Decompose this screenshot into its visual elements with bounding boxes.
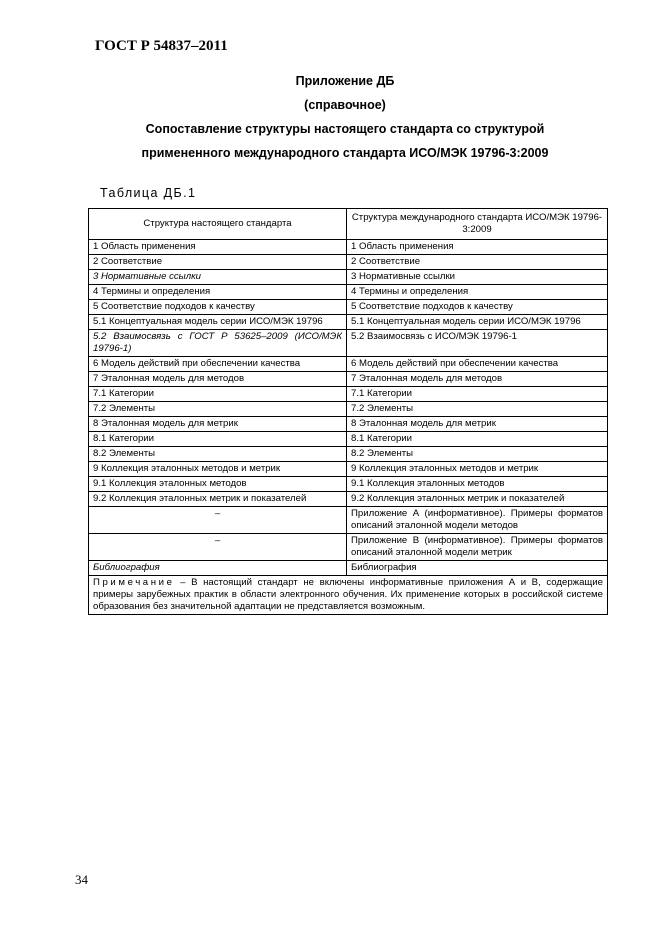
cell-international: 7 Эталонная модель для методов — [347, 372, 608, 387]
table-row — [89, 285, 608, 300]
table-row — [89, 372, 608, 387]
cell-national: 3 Нормативные ссылки — [89, 270, 347, 285]
cell-international: 8.2 Элементы — [347, 447, 608, 462]
table-row — [89, 240, 608, 255]
table-row — [89, 270, 608, 285]
table-row — [89, 462, 608, 477]
cell-national: 9.1 Коллекция эталонных методов — [89, 477, 347, 492]
cell-national: 7.2 Элементы — [89, 402, 347, 417]
table-header-row — [89, 209, 608, 240]
cell-national: 5.1 Концептуальная модель серии ИСО/МЭК 19796 — [89, 315, 347, 330]
table-row — [89, 315, 608, 330]
cell-international: 7.1 Категории — [347, 387, 608, 402]
cell-international: Библиография — [347, 561, 608, 576]
table-row — [89, 492, 608, 507]
cell-national: 9.2 Коллекция эталонных метрик и показателей — [89, 492, 347, 507]
appendix-subtitle-line1: Сопоставление структуры настоящего стандарта со структурой — [145, 122, 545, 136]
cell-national: 9 Коллекция эталонных методов и метрик — [89, 462, 347, 477]
cell-national: – — [89, 534, 347, 561]
table-row — [89, 417, 608, 432]
table-row — [89, 507, 608, 534]
note-text: – В настоящий стандарт не включены информативные приложения А и В, содержащие примеры зарубежных практик в области электронного обучения. Их применение которых в российской системе образования без значительной адаптации не представляется возможным. — [93, 577, 603, 612]
cell-national: 5 Соответствие подходов к качеству — [89, 300, 347, 315]
cell-national: 5.2 Взаимосвязь с ГОСТ Р 53625–2009 (ИСО/МЭК 19796-1) — [89, 330, 347, 357]
cell-international: 2 Соответствие — [347, 255, 608, 270]
table-caption: Таблица ДБ.1 — [100, 186, 197, 200]
table-note-row — [89, 576, 608, 615]
table-row — [89, 432, 608, 447]
table-row — [89, 561, 608, 576]
cell-international: 5.1 Концептуальная модель серии ИСО/МЭК 19796 — [347, 315, 608, 330]
cell-international: 8.1 Категории — [347, 432, 608, 447]
cell-national: 8.1 Категории — [89, 432, 347, 447]
table-row — [89, 534, 608, 561]
cell-national: 8 Эталонная модель для метрик — [89, 417, 347, 432]
cell-international: 9 Коллекция эталонных методов и метрик — [347, 462, 608, 477]
cell-international: Приложение А (информативное). Примеры форматов описаний эталонной модели методов — [347, 507, 608, 534]
appendix-title: Приложение ДБ — [295, 74, 395, 88]
cell-international: 9.1 Коллекция эталонных методов — [347, 477, 608, 492]
cell-international: 6 Модель действий при обеспечении качества — [347, 357, 608, 372]
cell-international: 5 Соответствие подходов к качеству — [347, 300, 608, 315]
cell-international: 5.2 Взаимосвязь с ИСО/МЭК 19796-1 — [347, 330, 608, 357]
cell-national: 8.2 Элементы — [89, 447, 347, 462]
cell-international: Приложение В (информативное). Примеры форматов описаний эталонной модели метрик — [347, 534, 608, 561]
note-label: Примечание — [93, 577, 175, 588]
cell-international: 8 Эталонная модель для метрик — [347, 417, 608, 432]
table-note — [89, 576, 608, 615]
comparison-table — [88, 208, 608, 615]
cell-national: 4 Термины и определения — [89, 285, 347, 300]
cell-international: 7.2 Элементы — [347, 402, 608, 417]
cell-national: 7.1 Категории — [89, 387, 347, 402]
table-row — [89, 357, 608, 372]
cell-international: 9.2 Коллекция эталонных метрик и показателей — [347, 492, 608, 507]
table-row — [89, 255, 608, 270]
cell-national: Библиография — [89, 561, 347, 576]
header-national: Структура настоящего стандарта — [89, 209, 347, 240]
cell-international: 1 Область применения — [347, 240, 608, 255]
cell-national: 7 Эталонная модель для методов — [89, 372, 347, 387]
cell-national: 6 Модель действий при обеспечении качества — [89, 357, 347, 372]
table-row — [89, 477, 608, 492]
cell-national: 2 Соответствие — [89, 255, 347, 270]
table-row — [89, 447, 608, 462]
table-row — [89, 300, 608, 315]
appendix-type: (справочное) — [304, 98, 386, 112]
header-international: Структура международного стандарта ИСО/МЭК 19796-3:2009 — [347, 209, 608, 240]
cell-national: 1 Область применения — [89, 240, 347, 255]
table-row — [89, 402, 608, 417]
table-row — [89, 387, 608, 402]
document-code: ГОСТ Р 54837–2011 — [95, 38, 228, 54]
table-row — [89, 330, 608, 357]
cell-national: – — [89, 507, 347, 534]
appendix-subtitle-line2: примененного международного стандарта ИСО/МЭК 19796-3:2009 — [141, 146, 549, 160]
page-number: 34 — [75, 872, 88, 887]
cell-international: 3 Нормативные ссылки — [347, 270, 608, 285]
cell-international: 4 Термины и определения — [347, 285, 608, 300]
